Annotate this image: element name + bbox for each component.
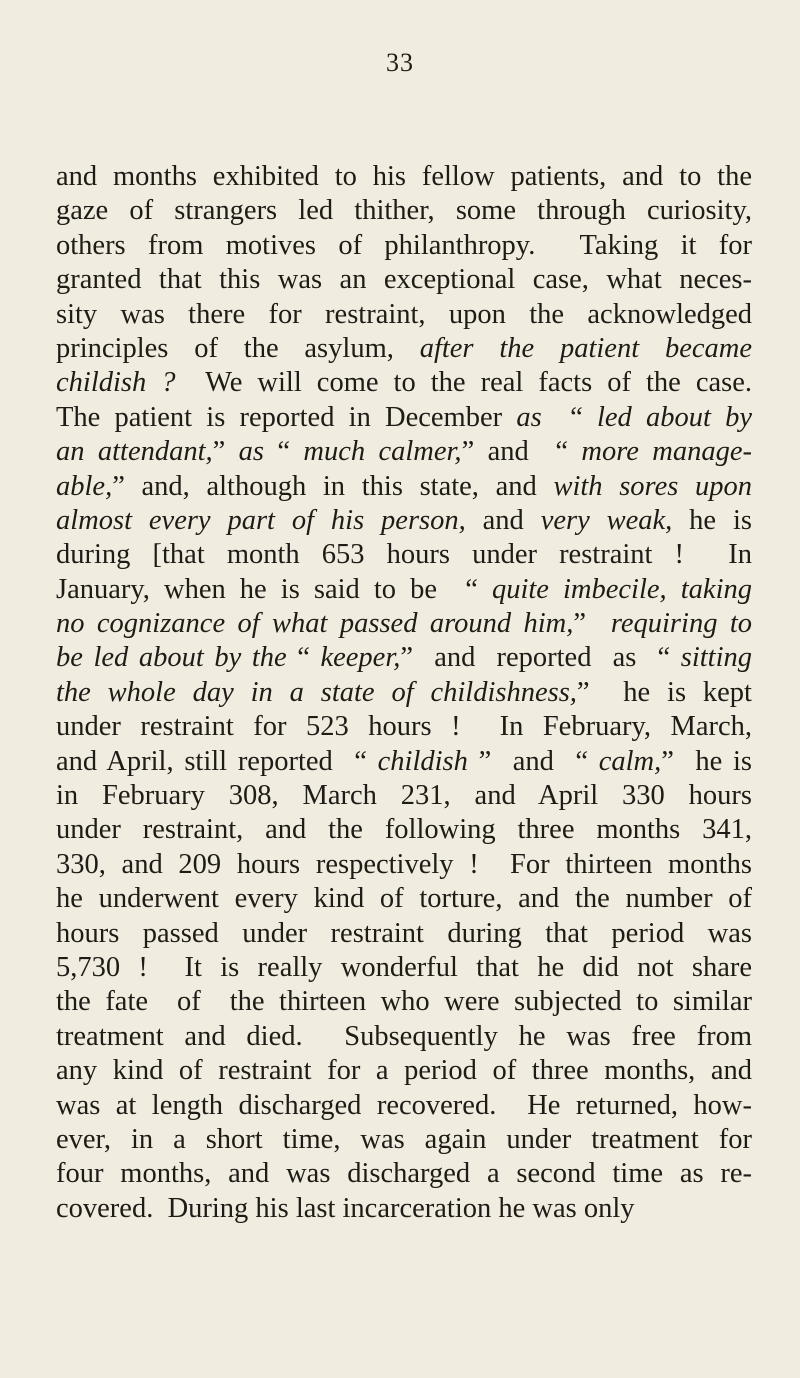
text-run: the fate of the thirteen who were subjected to similar xyxy=(56,986,752,1018)
italic-text-run: no cognizance of what passed around him, xyxy=(56,608,574,640)
text-run: 330, and 209 hours respectively ! For thirteen months xyxy=(56,848,752,880)
text-line xyxy=(56,538,752,572)
text-run: “ xyxy=(541,401,597,433)
italic-text-run: childish xyxy=(377,745,468,777)
italic-text-run: quite imbecile, taking xyxy=(491,573,752,605)
text-line xyxy=(56,1157,752,1191)
italic-text-run: much calmer, xyxy=(303,436,462,468)
italic-text-run: able, xyxy=(56,470,113,502)
text-run: four months, and was discharged a second time as re- xyxy=(56,1158,752,1190)
text-line xyxy=(56,882,752,916)
text-run: We will come to the real facts of the case. xyxy=(175,367,752,399)
italic-text-run: very weak, xyxy=(540,504,673,536)
text-run: under restraint for 523 hours ! In February, March, xyxy=(56,711,752,743)
text-run: was at length discharged recovered. He returned, how- xyxy=(56,1089,752,1121)
italic-text-run: more manage- xyxy=(581,436,753,468)
italic-text-run: be led about by the xyxy=(56,642,287,674)
text-run: he is xyxy=(672,504,752,536)
italic-text-run: childish ? xyxy=(56,367,176,399)
italic-text-run: as xyxy=(516,401,542,433)
italic-text-run: requiring to xyxy=(610,608,752,640)
body-text xyxy=(56,160,752,1226)
text-line xyxy=(56,1123,752,1157)
text-line xyxy=(56,607,752,641)
text-line xyxy=(56,401,752,435)
text-line xyxy=(56,470,752,504)
text-run: ” and “ xyxy=(461,436,582,468)
text-line xyxy=(56,263,752,297)
text-line xyxy=(56,1054,752,1088)
text-run: sity was there for restraint, upon the acknowledged xyxy=(56,298,752,330)
italic-text-run: the whole day in a state of childishness, xyxy=(56,676,577,708)
text-line xyxy=(56,504,752,538)
text-run: ” xyxy=(573,608,611,640)
text-line xyxy=(56,1089,752,1123)
text-run: he underwent every kind of torture, and the number of xyxy=(56,883,752,915)
text-line xyxy=(56,641,752,675)
text-run: under restraint, and the following three months 341, xyxy=(56,814,752,846)
italic-text-run: sitting xyxy=(680,642,752,674)
text-line xyxy=(56,160,752,194)
text-run: any kind of restraint for a period of three months, and xyxy=(56,1055,752,1087)
text-run: gaze of strangers led thither, some through curiosity, xyxy=(56,195,752,227)
italic-text-run: almost every part of his person, xyxy=(56,504,466,536)
text-line xyxy=(56,676,752,710)
text-run: ” and “ xyxy=(467,745,599,777)
text-line xyxy=(56,229,752,263)
text-run: ” xyxy=(212,436,239,468)
text-run: granted that this was an exceptional case, what neces- xyxy=(56,264,752,296)
text-line xyxy=(56,366,752,400)
text-run: treatment and died. Subsequently he was free from xyxy=(56,1020,752,1052)
text-run: ” and reported as “ xyxy=(400,642,681,674)
text-run: and April, still reported “ xyxy=(56,745,378,777)
page-number: 33 xyxy=(386,48,414,77)
text-line xyxy=(56,710,752,744)
text-run: The patient is reported in December xyxy=(56,401,517,433)
text-run: in February 308, March 231, and April 330 hours xyxy=(56,780,752,812)
text-line xyxy=(56,194,752,228)
text-run: principles of the asylum, xyxy=(56,332,420,364)
text-run: and xyxy=(465,504,541,536)
italic-text-run: an attendant, xyxy=(56,436,213,468)
text-run: 5,730 ! It is really wonderful that he did not share xyxy=(56,951,752,983)
text-run: ” he is xyxy=(661,745,753,777)
italic-text-run: led about by xyxy=(596,401,753,433)
text-run: covered. During his last incarceration he was only xyxy=(56,1192,635,1224)
text-run: and months exhibited to his fellow patients, and to the xyxy=(56,161,752,192)
italic-text-run: calm, xyxy=(598,745,662,777)
italic-text-run: with sores upon xyxy=(553,470,752,502)
italic-text-run: after the patient became xyxy=(419,332,752,364)
text-run: hours passed under restraint during that period was xyxy=(56,917,752,949)
text-run: January, when he is said to be “ xyxy=(56,573,492,605)
text-line xyxy=(56,779,752,813)
text-run: ” and, although in this state, and xyxy=(112,470,554,502)
text-line xyxy=(56,332,752,366)
text-line xyxy=(56,1020,752,1054)
italic-text-run: keeper, xyxy=(320,642,401,674)
italic-text-run: as xyxy=(238,436,264,468)
text-line xyxy=(56,745,752,779)
text-run: ” he is kept xyxy=(576,676,752,708)
text-line xyxy=(56,848,752,882)
text-run: ever, in a short time, was again under treatment for xyxy=(56,1123,752,1155)
text-line xyxy=(56,985,752,1019)
text-line xyxy=(56,1192,752,1226)
text-run: during [that month 653 hours under restraint ! In xyxy=(56,539,752,571)
text-run: “ xyxy=(264,436,304,468)
text-line xyxy=(56,573,752,607)
text-line xyxy=(56,917,752,951)
text-line xyxy=(56,298,752,332)
text-run: “ xyxy=(286,642,321,674)
text-run: others from motives of philanthropy. Taking it for xyxy=(56,229,752,261)
text-line xyxy=(56,951,752,985)
text-line xyxy=(56,813,752,847)
text-line xyxy=(56,435,752,469)
